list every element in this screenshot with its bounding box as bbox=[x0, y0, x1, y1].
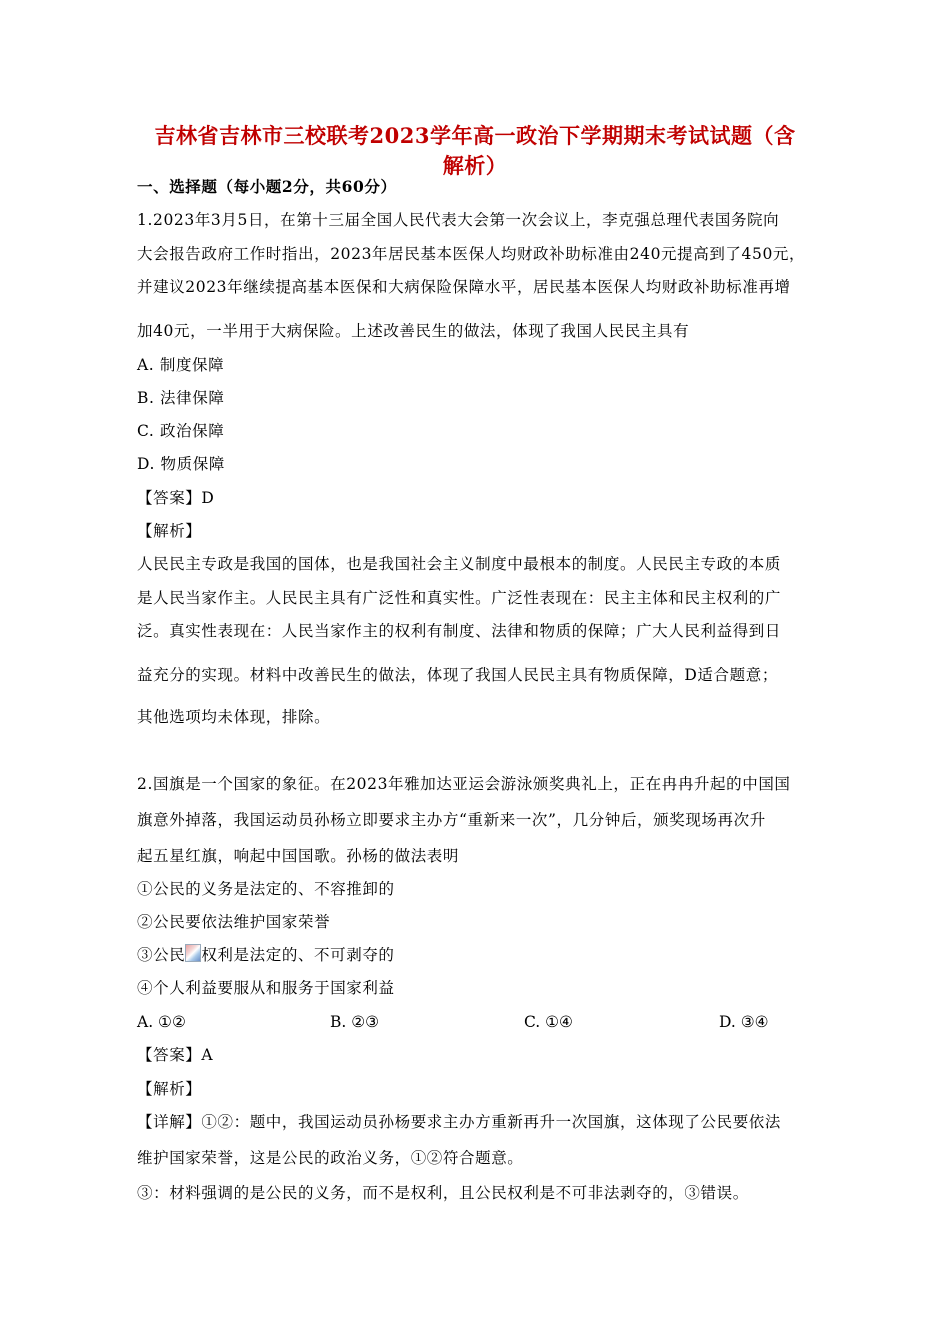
q1-option-d: D. 物质保障 bbox=[137, 455, 225, 473]
q2-item-4: ④个人利益要服从和服务于国家利益 bbox=[137, 979, 395, 997]
q1-stem-line: 1.2023年3月5日，在第十三届全国人民代表大会第一次会议上，李克强总理代表国务院向 bbox=[137, 211, 780, 229]
q2-option-c: C. ①④ bbox=[524, 1013, 573, 1031]
q1-stem-line: 并建议2023年继续提高基本医保和大病保险保障水平，居民基本医保人均财政补助标准再增 bbox=[137, 278, 791, 296]
document-title bbox=[120, 121, 830, 181]
q2-stem-line: 2.国旗是一个国家的象征。在2023年雅加达亚运会游泳颁奖典礼上，正在冉冉升起的中国国 bbox=[137, 775, 791, 793]
q2-answer: 【答案】A bbox=[137, 1046, 214, 1064]
q1-stem-line: 大会报告政府工作时指出，2023年居民基本医保人均财政补助标准由240元提高到了450元， bbox=[137, 245, 806, 263]
q2-item-3 bbox=[137, 944, 395, 966]
broken-glyph-icon bbox=[185, 944, 201, 962]
section-heading: 一、选择题（每小题2分，共60分） bbox=[137, 177, 397, 196]
q2-stem-line: 旗意外掉落，我国运动员孙杨立即要求主办方“重新来一次”，几分钟后，颁奖现场再次升 bbox=[137, 811, 766, 829]
q1-option-c: C. 政治保障 bbox=[137, 422, 225, 440]
q1-analysis-line: 是人民当家作主。人民民主具有广泛性和真实性。广泛性表现在：民主主体和民主权利的广 bbox=[137, 589, 782, 607]
q1-analysis-line: 泛。真实性表现在：人民当家作主的权利有制度、法律和物质的保障；广大人民利益得到日 bbox=[137, 622, 782, 640]
q2-analysis-line: ③：材料强调的是公民的义务，而不是权利，且公民权利是不可非法剥夺的，③错误。 bbox=[137, 1184, 749, 1202]
q2-analysis-label: 【解析】 bbox=[137, 1080, 202, 1098]
q1-analysis-line: 益充分的实现。材料中改善民生的做法，体现了我国人民民主具有物质保障，D适合题意； bbox=[137, 666, 778, 684]
q1-answer: 【答案】D bbox=[137, 489, 215, 507]
q1-analysis-line: 其他选项均未体现，排除。 bbox=[137, 708, 331, 726]
q2-option-b: B. ②③ bbox=[330, 1013, 380, 1031]
q1-option-a: A. 制度保障 bbox=[137, 356, 225, 374]
q2-stem-line: 起五星红旗，响起中国国歌。孙杨的做法表明 bbox=[137, 847, 460, 865]
title-line-2: 解析） bbox=[442, 153, 508, 178]
q2-item-3-head: ③公民 bbox=[137, 946, 186, 964]
q2-option-d: D. ③④ bbox=[719, 1013, 769, 1031]
q2-analysis-line: 【详解】①②：题中，我国运动员孙杨要求主办方重新再升一次国旗，这体现了公民要依法 bbox=[137, 1113, 782, 1131]
q2-option-a: A. ①② bbox=[137, 1013, 186, 1031]
q1-option-b: B. 法律保障 bbox=[137, 389, 225, 407]
title-line-1: 吉林省吉林市三校联考2023学年高一政治下学期期末考试试题（含 bbox=[154, 123, 796, 148]
q1-stem-line: 加40元，一半用于大病保险。上述改善民生的做法，体现了我国人民民主具有 bbox=[137, 322, 690, 340]
q1-analysis-line: 人民民主专政是我国的国体，也是我国社会主义制度中最根本的制度。人民民主专政的本质 bbox=[137, 555, 782, 573]
q2-item-3-tail: 权利是法定的、不可剥夺的 bbox=[201, 946, 395, 964]
q2-analysis-line: 维护国家荣誉，这是公民的政治义务，①②符合题意。 bbox=[137, 1149, 524, 1167]
q1-analysis-label: 【解析】 bbox=[137, 522, 202, 540]
q2-item-2: ②公民要依法维护国家荣誉 bbox=[137, 913, 331, 931]
q2-item-1: ①公民的义务是法定的、不容推卸的 bbox=[137, 880, 395, 898]
